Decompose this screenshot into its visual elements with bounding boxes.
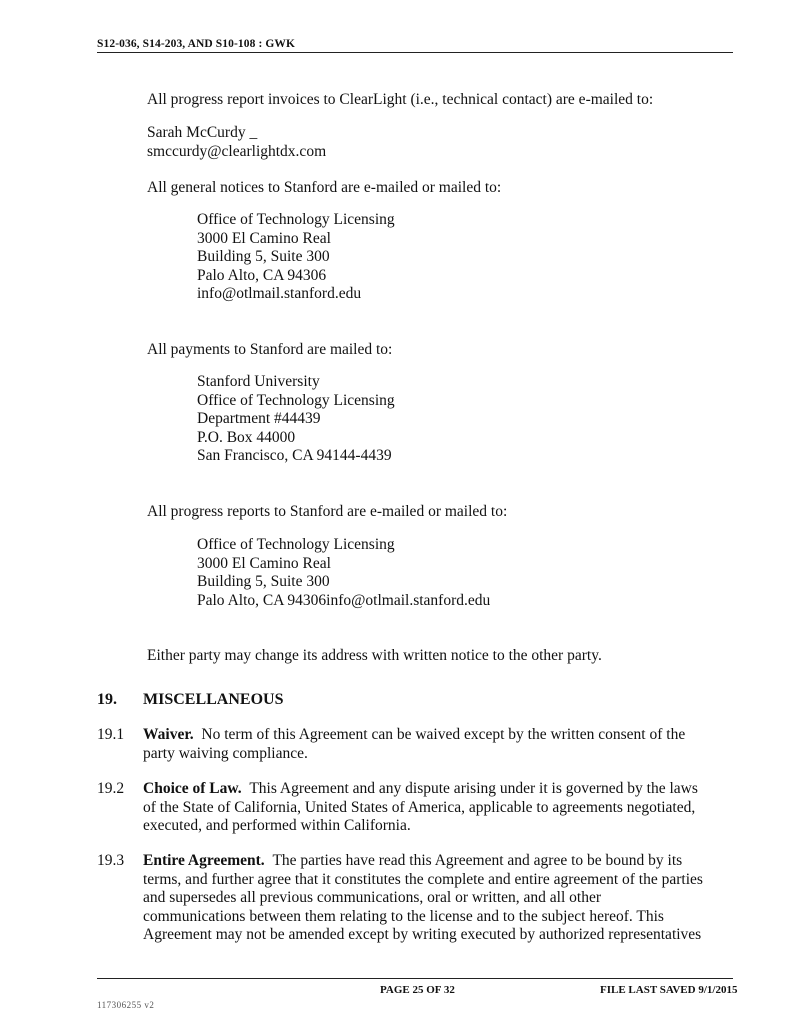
document-id: 117306255 v2 <box>97 1000 155 1010</box>
subsection-text: of the State of California, United States of America, applicable to agreements negotiated, <box>143 798 696 816</box>
subsection-text: No term of this Agreement can be waived except by the written consent of the <box>201 726 686 743</box>
subsection-heading: Waiver. <box>143 726 194 743</box>
address-line: Department #44439 <box>197 410 321 427</box>
subsection-number: 19.2 <box>97 780 125 797</box>
page-number: PAGE 25 OF 32 <box>380 984 455 996</box>
general-notices-address <box>197 211 395 304</box>
address-change-notice: Either party may change its address with written notice to the other party. <box>147 647 602 664</box>
address-line: P.O. Box 44000 <box>197 428 296 446</box>
address-line: Palo Alto, CA 94306info@otlmail.stanford.edu <box>197 591 491 609</box>
address-line: Stanford University <box>197 373 320 390</box>
subsection-waiver <box>143 726 735 763</box>
address-line: 3000 El Camino Real <box>197 554 331 572</box>
subsection-entire-agreement <box>143 852 735 945</box>
address-line: info@otlmail.stanford.edu <box>197 285 362 302</box>
address-line: Palo Alto, CA 94306 <box>197 266 327 284</box>
subsection-text: The parties have read this Agreement and agree to be bound by its <box>272 852 683 869</box>
file-saved-date: FILE LAST SAVED 9/1/2015 <box>600 984 738 996</box>
subsection-text: party waiving compliance. <box>143 744 308 762</box>
clearlight-contact <box>147 124 326 161</box>
subsection-text: and supersedes all previous communications, oral or written, and all other <box>143 889 601 906</box>
address-line: Building 5, Suite 300 <box>197 573 330 590</box>
contact-email: smccurdy@clearlightdx.com <box>147 142 327 160</box>
subsection-text: executed, and performed within California. <box>143 817 411 834</box>
address-line: Office of Technology Licensing <box>197 391 395 409</box>
subsection-choice-of-law <box>143 780 735 836</box>
subsection-number: 19.3 <box>97 852 125 869</box>
address-line: 3000 El Camino Real <box>197 229 331 247</box>
address-line: Office of Technology Licensing <box>197 536 395 553</box>
address-line: San Francisco, CA 94144-4439 <box>197 447 392 464</box>
address-line: Office of Technology Licensing <box>197 211 395 228</box>
subsection-text: This Agreement and any dispute arising under it is governed by the laws <box>249 780 698 797</box>
reports-address <box>197 536 490 610</box>
payments-intro: All payments to Stanford are mailed to: <box>147 341 393 358</box>
footer-divider <box>97 978 733 979</box>
clearlight-intro: All progress report invoices to ClearLight (i.e., technical contact) are e-mailed to: <box>147 91 654 108</box>
subsection-heading: Choice of Law. <box>143 780 242 797</box>
page-header: S12-036, S14-203, AND S10-108 : GWK <box>97 38 296 50</box>
reports-intro: All progress reports to Stanford are e-mailed or mailed to: <box>147 503 508 520</box>
section-number: 19. <box>97 691 117 708</box>
general-notices-intro: All general notices to Stanford are e-mailed or mailed to: <box>147 179 502 196</box>
address-line: Building 5, Suite 300 <box>197 248 330 265</box>
subsection-heading: Entire Agreement. <box>143 852 265 869</box>
subsection-text: Agreement may not be amended except by writing executed by authorized representatives <box>143 926 702 943</box>
payments-address <box>197 373 395 466</box>
section-title: MISCELLANEOUS <box>143 691 284 708</box>
contact-name: Sarah McCurdy _ <box>147 124 258 141</box>
subsection-text: terms, and further agree that it constitutes the complete and entire agreement of the parties <box>143 870 703 888</box>
header-divider <box>97 52 733 53</box>
subsection-number: 19.1 <box>97 726 125 743</box>
subsection-text: communications between them relating to the license and to the subject hereof. This <box>143 907 664 925</box>
